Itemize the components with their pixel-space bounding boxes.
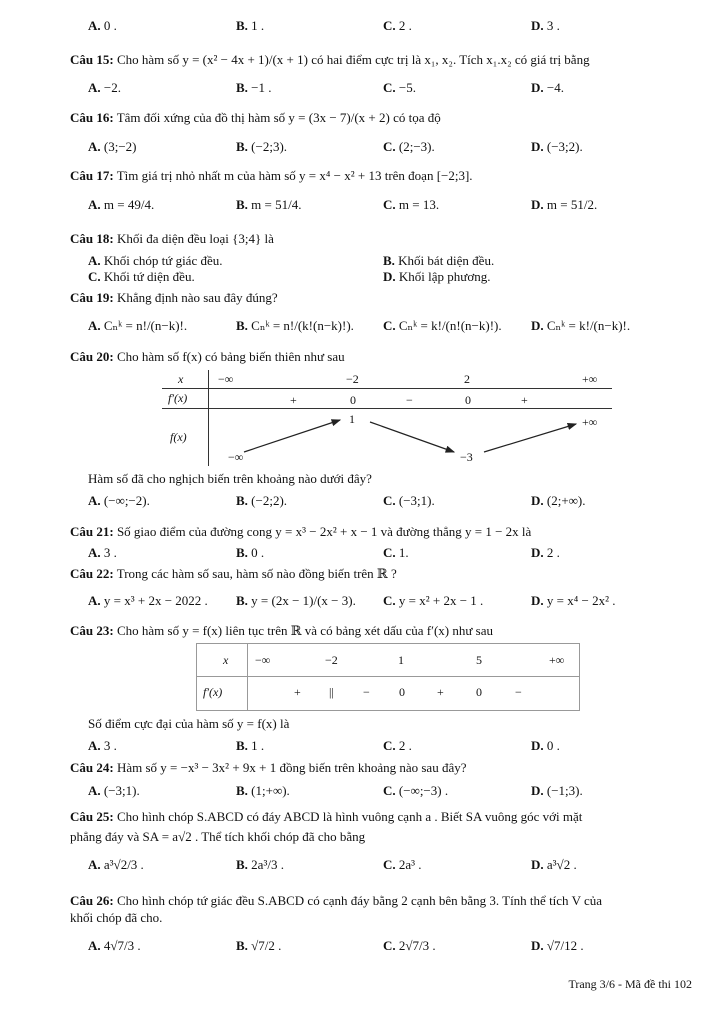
q25-option-c: C. 2a³ . xyxy=(383,857,422,872)
sign: 0 xyxy=(476,685,482,699)
q16-option-a: A. (3;−2) xyxy=(88,139,137,154)
option-letter: B. xyxy=(236,857,248,872)
q19-label: Câu 19: xyxy=(70,290,114,305)
option-letter: C. xyxy=(383,593,396,608)
q22 xyxy=(70,566,397,582)
q25-option-b: B. 2a³/3 . xyxy=(236,857,284,872)
option-letter: B. xyxy=(236,938,248,953)
q19 xyxy=(70,290,278,306)
q18-option-a: A. Khối chóp tứ giác đều. xyxy=(88,253,223,268)
variation-table xyxy=(162,370,612,466)
q23 xyxy=(70,623,493,639)
q23-option-d: D. 0 . xyxy=(531,738,560,753)
q23-option-b: B. 1 . xyxy=(236,738,265,753)
option-letter: D. xyxy=(531,139,544,154)
q26-option-a: A. 4√7/3 . xyxy=(88,938,141,953)
x-value: +∞ xyxy=(582,372,598,386)
q22-option-d: D. y = x⁴ − 2x² . xyxy=(531,593,616,608)
q15-option-b: B. −1 . xyxy=(236,80,272,95)
q16 xyxy=(70,110,441,126)
option-letter: C. xyxy=(383,80,396,95)
option-letter: C. xyxy=(383,738,396,753)
increase-arrow xyxy=(244,420,340,452)
q19-option-c: C. Cₙᵏ = k!/(n!(n−k)!). xyxy=(383,318,502,333)
sign: 0 xyxy=(350,393,356,407)
x-value: +∞ xyxy=(549,653,565,667)
q16-text: Tâm đối xứng của đồ thị hàm số y = (3x − 7)/(x + 2) có tọa độ xyxy=(116,110,441,125)
q20-option-d: D. (2;+∞). xyxy=(531,493,586,508)
sign: + xyxy=(437,685,444,699)
option-letter: A. xyxy=(88,318,101,333)
q16-label: Câu 16: xyxy=(70,110,114,125)
q26-option-c: C. 2√7/3 . xyxy=(383,938,436,953)
option-letter: B. xyxy=(236,18,248,33)
q17-option-d: D. m = 51/2. xyxy=(531,197,598,212)
q15-option-a: A. −2. xyxy=(88,80,121,95)
option-letter: C. xyxy=(383,857,396,872)
q26 xyxy=(70,893,602,909)
q26-option-d: D. √7/12 . xyxy=(531,938,584,953)
f-value: +∞ xyxy=(582,415,598,429)
q21-option-d: D. 2 . xyxy=(531,545,560,560)
q25-option-a: A. a³√2/3 . xyxy=(88,857,144,872)
option-letter: B. xyxy=(236,783,248,798)
option-letter: C. xyxy=(88,269,101,284)
q25 xyxy=(70,809,582,825)
q20-option-a: A. (−∞;−2). xyxy=(88,493,150,508)
q18-text: Khối đa diện đều loại {3;4} là xyxy=(116,231,274,246)
option-letter: D. xyxy=(531,783,544,798)
q26-text-line2: khối chóp đã cho. xyxy=(70,910,163,925)
option-letter: C. xyxy=(383,139,396,154)
page-footer: Trang 3/6 - Mã đề thi 102 xyxy=(568,977,692,991)
option-letter: C. xyxy=(383,938,396,953)
increase-arrow xyxy=(484,424,576,452)
q24-option-d: D. (−1;3). xyxy=(531,783,583,798)
sign: || xyxy=(329,685,334,699)
sign-table xyxy=(196,643,580,711)
q14-option-c: C. 2 . xyxy=(383,18,412,33)
sign: + xyxy=(521,393,528,407)
option-letter: B. xyxy=(236,545,248,560)
f-value: −3 xyxy=(460,450,473,464)
variation-arrows xyxy=(162,370,612,466)
option-letter: D. xyxy=(531,738,544,753)
q24-text: Hàm số y = −x³ − 3x² + 9x + 1 đồng biến trên khoảng nào sau đây? xyxy=(116,760,467,775)
option-letter: B. xyxy=(236,139,248,154)
option-letter: A. xyxy=(88,18,101,33)
q14-option-d: D. 3 . xyxy=(531,18,560,33)
q22-option-a: A. y = x³ + 2x − 2022 . xyxy=(88,593,208,608)
q19-text: Khẳng định nào sau đây đúng? xyxy=(116,290,278,305)
option-letter: A. xyxy=(88,80,101,95)
option-letter: D. xyxy=(531,197,544,212)
q18 xyxy=(70,231,274,247)
q21-text: Số giao điểm của đường cong y = x³ − 2x² + x − 1 và đường thẳng y = 1 − 2x là xyxy=(116,524,532,539)
q20-label: Câu 20: xyxy=(70,349,114,364)
option-letter: A. xyxy=(88,593,101,608)
q20 xyxy=(70,349,345,365)
option-letter: B. xyxy=(236,493,248,508)
option-letter: A. xyxy=(88,857,101,872)
option-letter: A. xyxy=(88,139,101,154)
option-letter: B. xyxy=(383,253,395,268)
q18-option-c: C. Khối tứ diện đều. xyxy=(88,269,195,284)
option-letter: B. xyxy=(236,318,248,333)
q21 xyxy=(70,524,531,540)
table-rule xyxy=(247,644,248,710)
q17-option-c: C. m = 13. xyxy=(383,197,440,212)
q20-option-c: C. (−3;1). xyxy=(383,493,435,508)
option-letter: D. xyxy=(531,493,544,508)
q14-option-a: A. 0 . xyxy=(88,18,117,33)
option-letter: A. xyxy=(88,545,101,560)
sign: 0 xyxy=(399,685,405,699)
x-value: 1 xyxy=(398,653,404,667)
option-letter: C. xyxy=(383,493,396,508)
q20-question: Hàm số đã cho nghịch biến trên khoảng nào dưới đây? xyxy=(88,471,372,486)
q15-option-d: D. −4. xyxy=(531,80,564,95)
q26-option-b: B. √7/2 . xyxy=(236,938,282,953)
x-value: −2 xyxy=(325,653,338,667)
option-letter: D. xyxy=(531,857,544,872)
option-letter: B. xyxy=(236,80,248,95)
q24 xyxy=(70,760,467,776)
option-letter: C. xyxy=(383,545,396,560)
q21-option-a: A. 3 . xyxy=(88,545,117,560)
option-letter: A. xyxy=(88,738,101,753)
q15 xyxy=(70,52,590,68)
f-value: −∞ xyxy=(228,450,244,464)
q17-option-a: A. m = 49/4. xyxy=(88,197,155,212)
q16-option-b: B. (−2;3). xyxy=(236,139,288,154)
q26-label: Câu 26: xyxy=(70,893,114,908)
option-letter: B. xyxy=(236,197,248,212)
q19-option-d: D. Cₙᵏ = k!/(n−k)!. xyxy=(531,318,631,333)
option-letter: D. xyxy=(531,18,544,33)
q22-text: Trong các hàm số sau, hàm số nào đồng biến trên ℝ ? xyxy=(116,566,397,581)
sign: − xyxy=(406,393,413,407)
q17 xyxy=(70,168,473,184)
q23-label: Câu 23: xyxy=(70,623,114,638)
q14-option-b: B. 1 . xyxy=(236,18,265,33)
x-value: −2 xyxy=(346,372,359,386)
option-letter: D. xyxy=(531,938,544,953)
f-value: 1 xyxy=(349,412,355,426)
fprime-header: f′(x) xyxy=(168,391,188,405)
q21-label: Câu 21: xyxy=(70,524,114,539)
q17-text: Tìm giá trị nhỏ nhất m của hàm số y = x⁴ − x² + 13 trên đoạn [−2;3]. xyxy=(116,168,473,183)
option-letter: D. xyxy=(531,80,544,95)
q23-option-c: C. 2 . xyxy=(383,738,412,753)
option-letter: A. xyxy=(88,783,101,798)
option-letter: D. xyxy=(383,269,396,284)
q18-option-b: B. Khối bát diện đều. xyxy=(383,253,495,268)
q25-text-line1: Cho hình chóp S.ABCD có đáy ABCD là hình vuông cạnh a . Biết SA vuông góc với mặt xyxy=(116,809,583,824)
sign: − xyxy=(515,685,522,699)
q20-option-b: B. (−2;2). xyxy=(236,493,288,508)
q25-text-line2: phẳng đáy và SA = a√2 . Thể tích khối chóp đã cho bằng xyxy=(70,829,366,844)
q15-label: Câu 15: xyxy=(70,52,114,67)
q20-text: Cho hàm số f(x) có bảng biến thiên như sau xyxy=(116,349,345,364)
option-letter: A. xyxy=(88,197,101,212)
option-letter: A. xyxy=(88,493,101,508)
sign: + xyxy=(290,393,297,407)
q17-label: Câu 17: xyxy=(70,168,114,183)
option-letter: C. xyxy=(383,197,396,212)
q24-option-b: B. (1;+∞). xyxy=(236,783,290,798)
sign: + xyxy=(294,685,301,699)
sign: − xyxy=(363,685,370,699)
decrease-arrow xyxy=(370,422,454,452)
q22-label: Câu 22: xyxy=(70,566,114,581)
q24-label: Câu 24: xyxy=(70,760,114,775)
q23-text: Cho hàm số y = f(x) liên tục trên ℝ và có bảng xét dấu của f′(x) như sau xyxy=(116,623,493,638)
q24-option-a: A. (−3;1). xyxy=(88,783,140,798)
q17-option-b: B. m = 51/4. xyxy=(236,197,302,212)
option-letter: D. xyxy=(531,318,544,333)
q18-label: Câu 18: xyxy=(70,231,114,246)
option-letter: C. xyxy=(383,18,396,33)
q22-option-c: C. y = x² + 2x − 1 . xyxy=(383,593,484,608)
q16-option-c: C. (2;−3). xyxy=(383,139,435,154)
x-value: 2 xyxy=(464,372,470,386)
q23-option-a: A. 3 . xyxy=(88,738,117,753)
q15-option-c: C. −5. xyxy=(383,80,416,95)
option-letter: A. xyxy=(88,253,101,268)
x-header: x xyxy=(223,653,229,667)
q18-option-d: D. Khối lập phương. xyxy=(383,269,491,284)
q22-option-b: B. y = (2x − 1)/(x − 3). xyxy=(236,593,356,608)
q26-text-line1: Cho hình chóp tứ giác đều S.ABCD có cạnh đáy bằng 2 cạnh bên bằng 3. Tính thể tích V của xyxy=(116,893,603,908)
q21-option-c: C. 1. xyxy=(383,545,409,560)
option-letter: C. xyxy=(383,318,396,333)
option-letter: A. xyxy=(88,938,101,953)
q23-question: Số điểm cực đại của hàm số y = f(x) là xyxy=(88,716,290,731)
q21-option-b: B. 0 . xyxy=(236,545,265,560)
q19-option-b: B. Cₙᵏ = n!/(k!(n−k)!). xyxy=(236,318,354,333)
option-letter: D. xyxy=(531,593,544,608)
f-header: f(x) xyxy=(170,430,187,444)
x-header: x xyxy=(178,372,184,386)
q24-option-c: C. (−∞;−3) . xyxy=(383,783,449,798)
option-letter: D. xyxy=(531,545,544,560)
q19-option-a: A. Cₙᵏ = n!/(n−k)!. xyxy=(88,318,188,333)
table-rule xyxy=(197,676,579,677)
q25-label: Câu 25: xyxy=(70,809,114,824)
option-letter: B. xyxy=(236,593,248,608)
fprime-header: f′(x) xyxy=(203,685,223,699)
sign: 0 xyxy=(465,393,471,407)
x-value: 5 xyxy=(476,653,482,667)
q16-option-d: D. (−3;2). xyxy=(531,139,583,154)
x-value: −∞ xyxy=(255,653,271,667)
q25-option-d: D. a³√2 . xyxy=(531,857,577,872)
option-letter: C. xyxy=(383,783,396,798)
x-value: −∞ xyxy=(218,372,234,386)
q15-text: Cho hàm số y = (x² − 4x + 1)/(x + 1) có hai điểm cực trị là x₁, x₂. Tích x₁.x₂ có giá trị bằng xyxy=(116,52,590,67)
option-letter: B. xyxy=(236,738,248,753)
